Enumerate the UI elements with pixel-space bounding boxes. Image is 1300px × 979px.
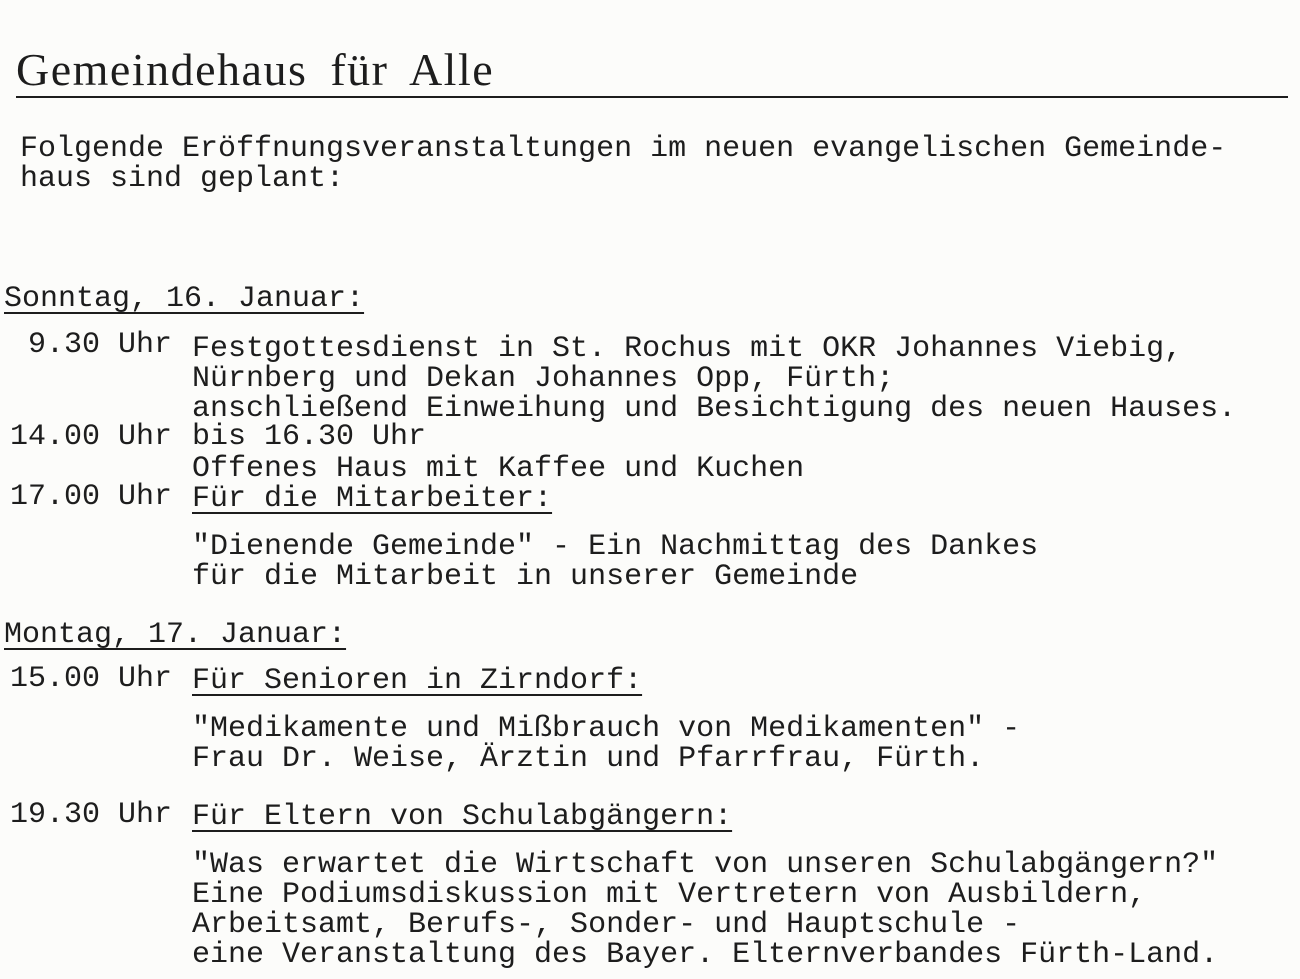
event-heading: Für Senioren in Zirndorf: xyxy=(192,664,643,698)
day-heading-sunday: Sonntag, 16. Januar: xyxy=(4,282,365,316)
event-line: anschließend Einweihung und Besichtigung des neuen Hauses. xyxy=(192,392,1237,426)
event-line: Festgottesdienst in St. Rochus mit OKR Johannes Viebig, xyxy=(192,332,1183,366)
event-line: Nürnberg und Dekan Johannes Opp, Fürth; xyxy=(192,362,895,396)
event-time: 9.30 Uhr xyxy=(27,328,172,362)
day-heading-monday: Montag, 17. Januar: xyxy=(4,618,347,652)
event-time: 14.00 Uhr xyxy=(9,420,172,454)
event-line: bis 16.30 Uhr xyxy=(192,420,427,454)
event-heading: Für die Mitarbeiter: xyxy=(192,482,553,516)
event-time: 19.30 Uhr xyxy=(9,798,172,832)
event-line: Eine Podiumsdiskussion mit Vertretern von Ausbildern, xyxy=(192,878,1147,912)
event-line: eine Veranstaltung des Bayer. Elternverbandes Fürth-Land. xyxy=(192,938,1219,972)
event-time: 15.00 Uhr xyxy=(9,662,172,696)
event-time: 17.00 Uhr xyxy=(9,480,172,514)
title-underline xyxy=(16,96,1288,98)
event-line: "Was erwartet die Wirtschaft von unseren Schulabgängern?" xyxy=(192,848,1219,882)
intro-line: haus sind geplant: xyxy=(20,162,345,196)
event-heading: Für Eltern von Schulabgängern: xyxy=(192,800,733,834)
page-title: Gemeindehaus für Alle xyxy=(16,44,495,95)
event-line: Arbeitsamt, Berufs-, Sonder- und Hauptschule - xyxy=(192,908,1021,942)
event-line: Offenes Haus mit Kaffee und Kuchen xyxy=(192,452,805,486)
event-line: "Dienende Gemeinde" - Ein Nachmittag des Dankes xyxy=(192,530,1039,564)
event-line: Frau Dr. Weise, Ärztin und Pfarrfrau, Fürth. xyxy=(192,742,985,776)
event-line: "Medikamente und Mißbrauch von Medikamenten" - xyxy=(192,712,1021,746)
intro-line: Folgende Eröffnungsveranstaltungen im neuen evangelischen Gemeinde- xyxy=(20,132,1227,166)
event-line: für die Mitarbeit in unserer Gemeinde xyxy=(192,560,859,594)
